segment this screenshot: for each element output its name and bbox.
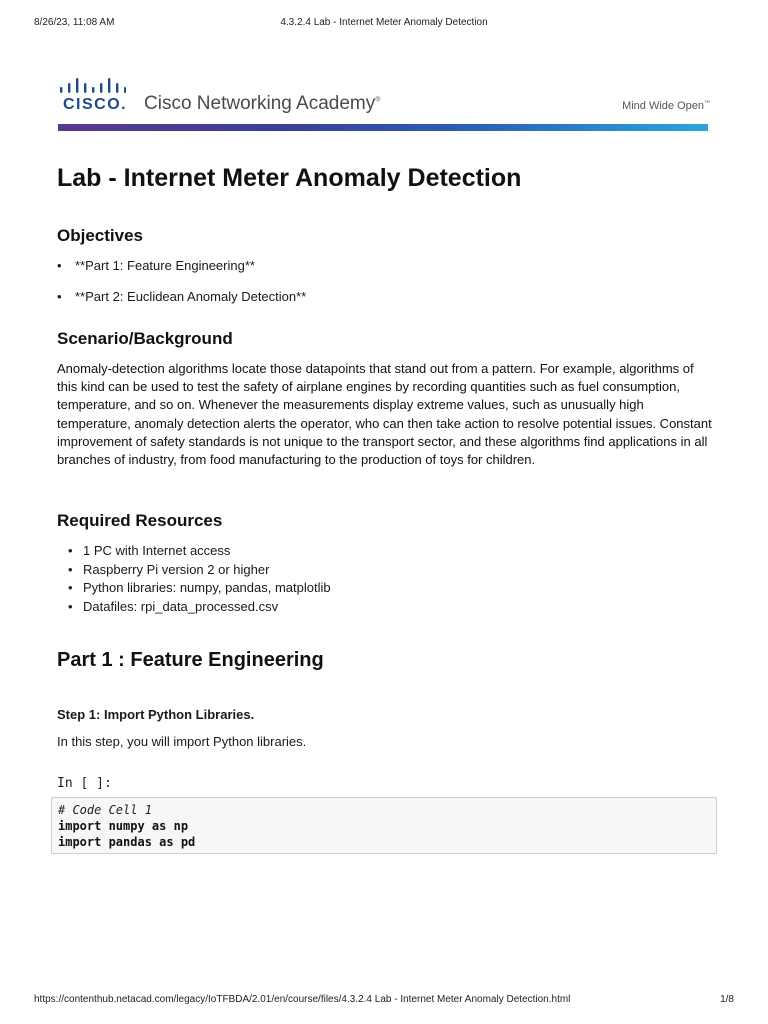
step1-text: In this step, you will import Python libraries. <box>57 734 307 749</box>
list-item: • 1 PC with Internet access <box>68 542 331 561</box>
print-datetime: 8/26/23, 11:08 AM <box>34 17 115 28</box>
page-number: 1/8 <box>720 994 734 1005</box>
cell-prompt: In [ ]: <box>57 776 112 791</box>
scenario-text: Anomaly-detection algorithms locate those datapoints that stand out from a pattern. For example, algorithms of this kind can be used to test the safety of airplane engines by recording quantities such as fuel consumption, temperature, and so on. Whenever the measurements display extreme values, such as unusually high temperature, anomaly detection alerts the operator, who can then take action to resolve potential issues. Constant improvement of safety standards is not unique to the transport sector, and these algorithms find applications in all branches of industry, from food manufacturing to the production of toys for children. <box>57 361 712 468</box>
list-item: • Datafiles: rpi_data_processed.csv <box>68 598 331 617</box>
part1-heading: Part 1 : Feature Engineering <box>57 649 324 671</box>
resources-heading: Required Resources <box>57 511 223 530</box>
cisco-academy-banner <box>58 78 710 132</box>
academy-name: Cisco Networking Academy® <box>144 93 381 114</box>
list-item: • **Part 1: Feature Engineering** <box>57 257 306 288</box>
resources-list <box>68 542 331 616</box>
code-line: import pandas as pd <box>58 835 196 849</box>
print-footer <box>34 994 734 1008</box>
print-header <box>34 17 734 31</box>
code-line: import numpy as np <box>58 819 189 833</box>
tagline: Mind Wide Open™ <box>622 100 710 112</box>
page-title: Lab - Internet Meter Anomaly Detection <box>57 164 522 192</box>
list-item: • **Part 2: Euclidean Anomaly Detection** <box>57 288 306 319</box>
step1-title: Step 1: Import Python Libraries. <box>57 707 255 722</box>
objectives-heading: Objectives <box>57 226 143 245</box>
scenario-heading: Scenario/Background <box>57 329 233 348</box>
list-item: • Raspberry Pi version 2 or higher <box>68 561 331 580</box>
print-url: https://contenthub.netacad.com/legacy/IoTFBDA/2.01/en/course/files/4.3.2.4 Lab - Internet Meter Anomaly Detection.html <box>34 994 571 1005</box>
cisco-logo-text: CISCO. <box>63 96 128 113</box>
code-comment: # Code Cell 1 <box>58 803 152 817</box>
objectives-list <box>57 257 306 319</box>
list-item: • Python libraries: numpy, pandas, matplotlib <box>68 579 331 598</box>
banner-gradient-bar <box>58 124 708 131</box>
print-page-title: 4.3.2.4 Lab - Internet Meter Anomaly Detection <box>280 17 488 28</box>
code-cell[interactable] <box>51 797 717 854</box>
